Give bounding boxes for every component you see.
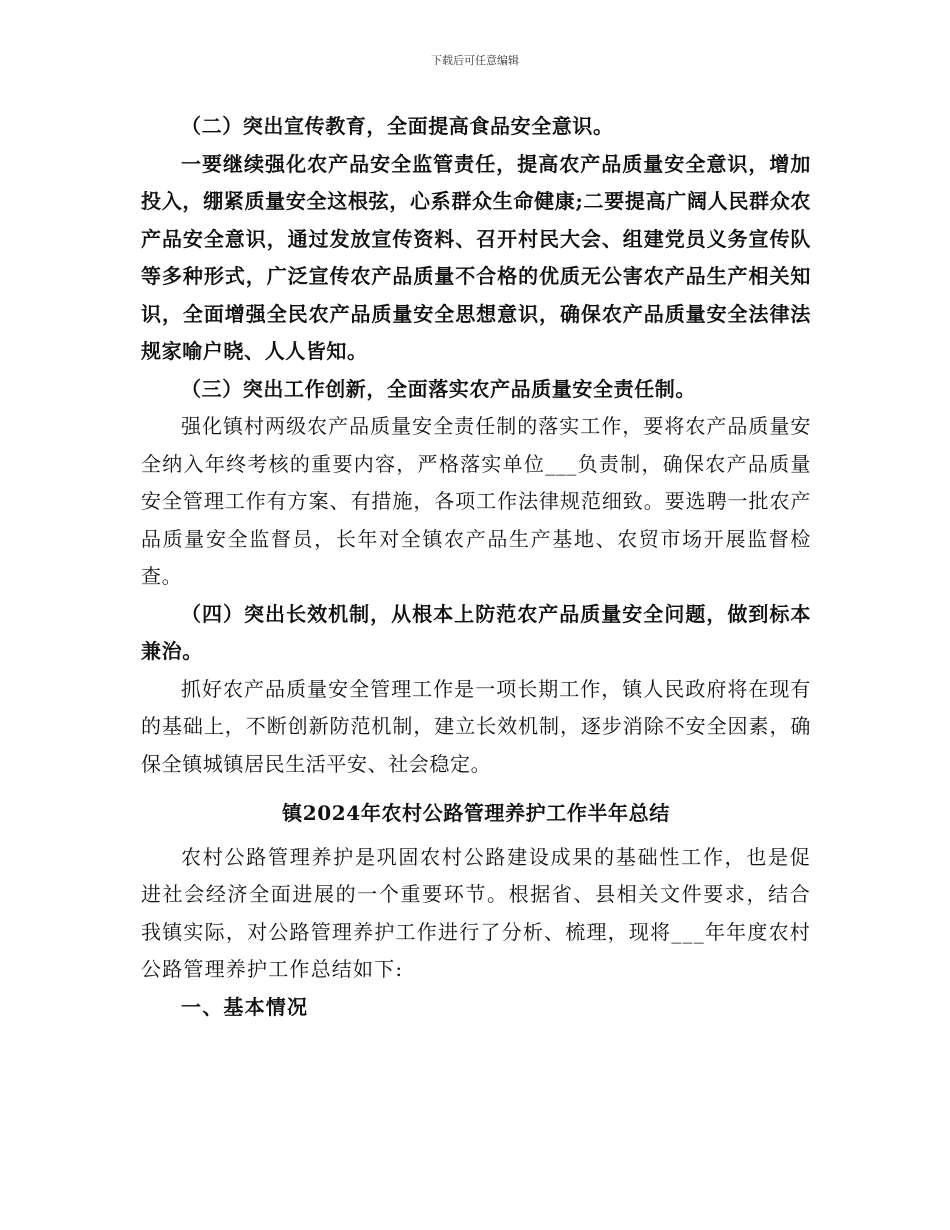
second-document	[141, 795, 811, 1026]
section4-heading: （四）突出长效机制，从根本上防范农产品质量安全问题，做到标本兼治。	[141, 601, 811, 663]
second-document-title: 镇2024年农村公路管理养护工作半年总结	[282, 801, 670, 825]
second-document-intro: 农村公路管理养护是巩固农村公路建设成果的基础性工作，也是促进社会经济全面进展的一个重要环节。根据省、县相关文件要求，结合我镇实际，对公路管理养护工作进行了分析、梳理，现将___年年度农村公路管理养护工作总结如下:	[141, 844, 811, 981]
section2-body: 一要继续强化农产品安全监管责任，提高农产品质量安全意识，增加投入，绷紧质量安全这根弦，心系群众生命健康;二要提高广阔人民群众农产品安全意识，通过发放宣传资料、召开村民大会、组建党员义务宣传队等多种形式，广泛宣传农产品质量不合格的优质无公害农产品生产相关知识，全面增强全民农产品质量安全思想意识，确保农产品质量安全法律法规家喻户晓、人人皆知。	[141, 151, 811, 363]
second-document-section1-heading: 一、基本情况	[181, 994, 309, 1019]
section3-heading: （三）突出工作创新，全面落实农产品质量安全责任制。	[181, 376, 696, 401]
header-note: 下载后可任意编辑	[431, 54, 519, 67]
document-content	[141, 108, 811, 1026]
section2-heading: （二）突出宣传教育，全面提高食品安全意识。	[181, 114, 614, 138]
section3-body: 强化镇村两级农产品质量安全责任制的落实工作，要将农产品质量安全纳入年终考核的重要内容，严格落实单位___负责制，确保农产品质量安全管理工作有方案、有措施，各项工作法律规范细致。要选聘一批农产品质量安全监督员，长年对全镇农产品生产基地、农贸市场开展监督检查。	[141, 414, 811, 588]
section4-body: 抓好农产品质量安全管理工作是一项长期工作，镇人民政府将在现有的基础上，不断创新防范机制，建立长效机制，逐步消除不安全因素，确保全镇城镇居民生活平安、社会稳定。	[141, 676, 811, 776]
